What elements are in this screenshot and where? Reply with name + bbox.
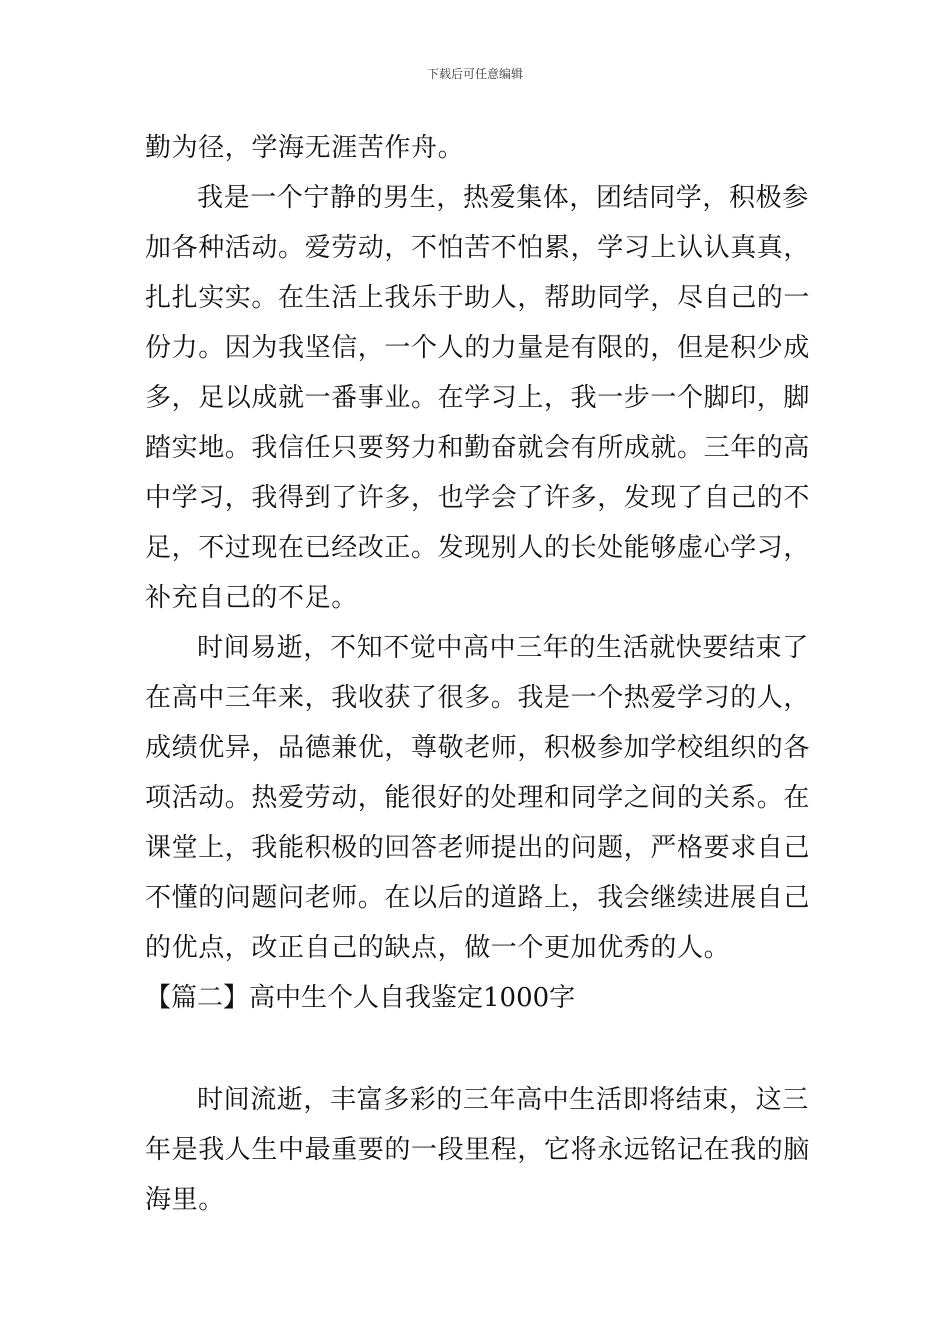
paragraph-line: 踏实地。我信任只要努力和勤奋就会有所成就。三年的高 — [145, 433, 811, 463]
paragraph-line: 加各种活动。爱劳动，不怕苦不怕累，学习上认认真真， — [145, 233, 811, 263]
paragraph-line: 海里。 — [145, 1185, 225, 1215]
document-body — [145, 123, 809, 1225]
paragraph-line: 勤为径，学海无涯苦作舟。 — [145, 133, 465, 163]
paragraph-4 — [145, 1075, 809, 1225]
paragraph-line: 时间易逝，不知不觉中高中三年的生活就快要结束了 — [197, 633, 809, 663]
paragraph-line: 课堂上，我能积极的回答老师提出的问题，严格要求自己 — [145, 833, 811, 863]
paragraph-line: 多，足以成就一番事业。在学习上，我一步一个脚印，脚 — [145, 383, 811, 413]
paragraph-line: 的优点，改正自己的缺点，做一个更加优秀的人。 — [145, 933, 731, 963]
paragraph-line: 成绩优异，品德兼优，尊敬老师，积极参加学校组织的各 — [145, 733, 811, 763]
paragraph-line: 扎扎实实。在生活上我乐于助人，帮助同学，尽自己的一 — [145, 283, 811, 313]
paragraph-1 — [145, 123, 809, 173]
paragraph-line: 足，不过现在已经改正。发现别人的长处能够虚心学习， — [145, 533, 811, 563]
paragraph-3 — [145, 623, 809, 973]
section-spacer — [145, 1023, 809, 1075]
section-heading: 【篇二】高中生个人自我鉴定1000字 — [145, 983, 576, 1013]
paragraph-line: 在高中三年来，我收获了很多。我是一个热爱学习的人， — [145, 683, 811, 713]
paragraph-line: 不懂的问题问老师。在以后的道路上，我会继续进展自己 — [145, 883, 811, 913]
paragraph-line: 年是我人生中最重要的一段里程，它将永远铭记在我的脑 — [145, 1135, 811, 1165]
page-header: 下载后可任意编辑 — [426, 67, 523, 81]
paragraph-2 — [145, 173, 809, 623]
paragraph-line: 我是一个宁静的男生，热爱集体，团结同学，积极参 — [197, 183, 809, 213]
paragraph-line: 补充自己的不足。 — [145, 583, 358, 613]
paragraph-line: 中学习，我得到了许多，也学会了许多，发现了自己的不 — [145, 483, 811, 513]
paragraph-line: 份力。因为我坚信，一个人的力量是有限的，但是积少成 — [145, 333, 811, 363]
paragraph-line: 时间流逝，丰富多彩的三年高中生活即将结束，这三 — [197, 1085, 809, 1115]
paragraph-line: 项活动。热爱劳动，能很好的处理和同学之间的关系。在 — [145, 783, 811, 813]
